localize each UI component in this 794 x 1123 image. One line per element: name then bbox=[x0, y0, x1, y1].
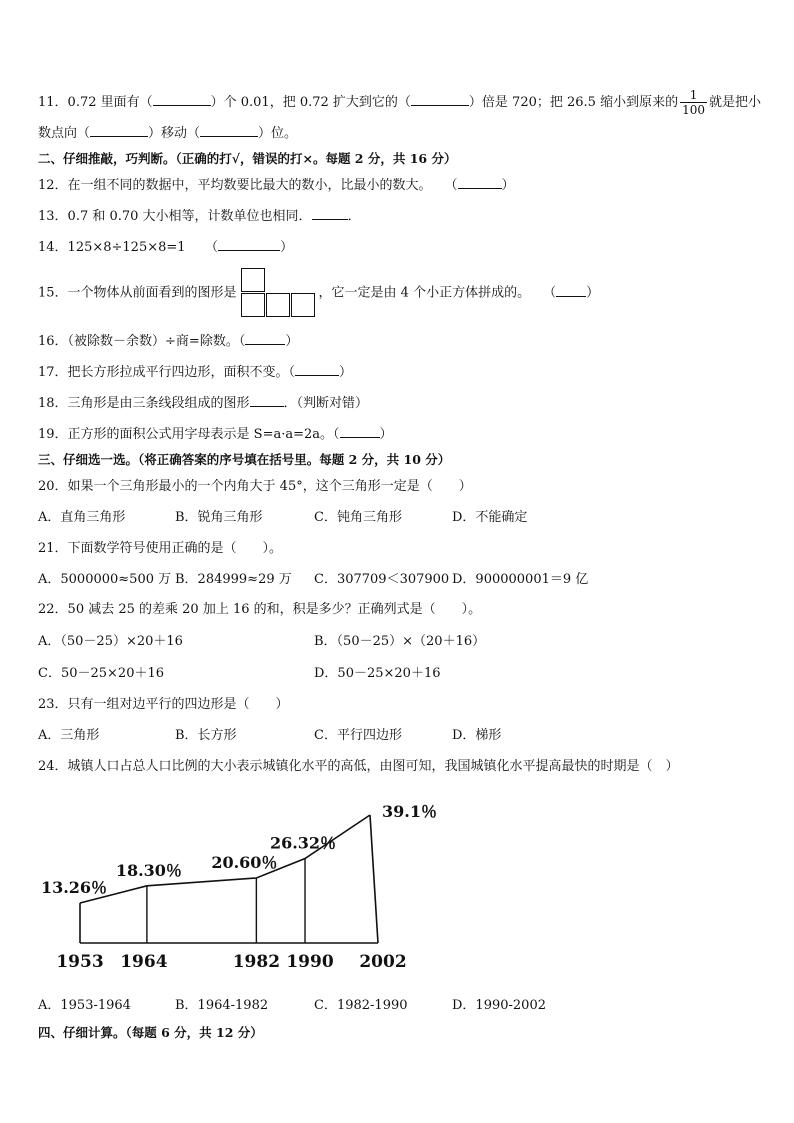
q16-text: 16．（被除数－余数）÷商=除数。（ bbox=[38, 334, 246, 349]
front-view-shape bbox=[239, 268, 317, 318]
fraction-denominator: 100 bbox=[682, 103, 705, 117]
x-tick-label-1990: 1990 bbox=[286, 952, 334, 972]
section-3-heading: 三、仔细选一选。（将正确答案的序号填在括号里。每题 2 分，共 10 分） bbox=[38, 452, 451, 467]
q19-text: 19．正方形的面积公式用字母表示是 S=a·a=2a。（ bbox=[38, 427, 340, 442]
answer-blank[interactable] bbox=[200, 124, 258, 137]
answer-blank[interactable] bbox=[312, 207, 348, 220]
q11-part2: ）个 0.01，把 0.72 扩大到它的（ bbox=[210, 95, 411, 110]
x-tick-label-2002: 2002 bbox=[359, 952, 407, 972]
answer-blank[interactable] bbox=[245, 332, 285, 345]
q15-end: ） bbox=[586, 285, 600, 301]
q11-line2b: ）移动（ bbox=[148, 126, 201, 141]
q21-option-a[interactable]: A．5000000≈500 万 bbox=[38, 572, 172, 587]
x-tick-label-1953: 1953 bbox=[56, 952, 104, 972]
section-4-heading: 四、仔细计算。（每题 6 分，共 12 分） bbox=[38, 1025, 263, 1040]
q23-option-d[interactable]: D．梯形 bbox=[452, 728, 502, 743]
x-tick-label-1982: 1982 bbox=[232, 952, 281, 972]
answer-blank[interactable] bbox=[411, 93, 469, 106]
right-edge bbox=[370, 815, 378, 943]
q21-option-b[interactable]: B．284999≈29 万 bbox=[175, 572, 292, 587]
q18-end: ．（判断对错） bbox=[283, 396, 369, 411]
q18-text: 18．三角形是由三条线段组成的图形 bbox=[38, 396, 250, 411]
q17-text: 17．把长方形拉成平行四边形，面积不变。（ bbox=[38, 365, 296, 380]
q20-option-c[interactable]: C．钝角三角形 bbox=[314, 510, 402, 525]
question-23: 23．只有一组对边平行的四边形是（ ） bbox=[38, 697, 289, 712]
data-label-2002: 39.1％ bbox=[382, 802, 437, 821]
q11-part4: 就是把小 bbox=[708, 95, 761, 110]
q22-option-c[interactable]: C．50－25×20＋16 bbox=[38, 666, 165, 681]
q24-option-a[interactable]: A．1953-1964 bbox=[38, 998, 131, 1013]
answer-blank[interactable] bbox=[218, 238, 280, 251]
q22-option-d[interactable]: D．50－25×20＋16 bbox=[314, 666, 441, 681]
q21-option-c[interactable]: C．307709＜307900 bbox=[314, 572, 450, 587]
answer-blank[interactable] bbox=[458, 176, 502, 189]
shape-square bbox=[241, 268, 265, 292]
question-16 bbox=[38, 332, 298, 351]
q16-end: ） bbox=[285, 334, 299, 349]
answer-blank[interactable] bbox=[250, 394, 284, 407]
answer-blank[interactable] bbox=[295, 363, 339, 376]
question-13 bbox=[38, 207, 361, 226]
q22-option-a[interactable]: A．（50－25）×20＋16 bbox=[38, 634, 183, 649]
q24-option-c[interactable]: C．1982-1990 bbox=[314, 998, 408, 1013]
q22-option-b[interactable]: B．（50－25）×（20＋16） bbox=[314, 634, 486, 649]
q15-text2: ，它一定是由 4 个小正方体拼成的。 （ bbox=[318, 285, 557, 301]
question-24: 24．城镇人口占总人口比例的大小表示城镇化水平的高低，由图可知，我国城镇化水平提高最快的时期是（ ） bbox=[38, 759, 679, 774]
question-21: 21．下面数学符号使用正确的是（ ）。 bbox=[38, 541, 283, 556]
answer-blank[interactable] bbox=[556, 284, 586, 297]
q11-part1: 11．0.72 里面有（ bbox=[38, 95, 153, 110]
question-20: 20．如果一个三角形最小的一个内角大于 45°，这个三角形一定是（ ） bbox=[38, 479, 472, 494]
q12-text: 12．在一组不同的数据中，平均数要比最大的数小，比最小的数大。 （ bbox=[38, 178, 458, 193]
q24-option-b[interactable]: B．1964-1982 bbox=[175, 998, 269, 1013]
question-15 bbox=[38, 268, 599, 319]
q11-line2c: ）位。 bbox=[258, 126, 298, 141]
q17-end: ） bbox=[339, 365, 353, 380]
q23-option-c[interactable]: C．平行四边形 bbox=[314, 728, 402, 743]
q11-part3: ）倍是 720；把 26.5 缩小到原来的 bbox=[468, 95, 679, 110]
data-label-1964: 18.30％ bbox=[115, 860, 182, 880]
question-11 bbox=[38, 88, 761, 117]
shape-square bbox=[291, 293, 315, 317]
q15-text: 15．一个物体从前面看到的图形是 bbox=[38, 285, 237, 301]
section-2-heading: 二、仔细推敲，巧判断。（正确的打√，错误的打×。每题 2 分，共 16 分） bbox=[38, 151, 457, 166]
q20-option-d[interactable]: D．不能确定 bbox=[452, 510, 528, 525]
fraction-numerator: 1 bbox=[680, 88, 707, 103]
question-12 bbox=[38, 176, 515, 195]
q23-option-b[interactable]: B．长方形 bbox=[175, 728, 237, 743]
q14-end: ） bbox=[280, 240, 294, 255]
question-18 bbox=[38, 394, 368, 413]
question-22: 22．50 减去 25 的差乘 20 加上 16 的和，积是多少？正确列式是（ ）。 bbox=[38, 602, 482, 617]
answer-blank[interactable] bbox=[153, 93, 211, 106]
q13-text: 13．0.7 和 0.70 大小相等，计数单位也相同． bbox=[38, 209, 312, 224]
data-label-1982: 20.60％ bbox=[211, 853, 278, 873]
q12-end: ） bbox=[501, 178, 515, 193]
q11-line2a: 数点向（ bbox=[38, 126, 91, 141]
q21-option-d[interactable]: D．900000001＝9 亿 bbox=[452, 572, 589, 587]
q14-text: 14．125×8÷125×8=1 （ bbox=[38, 240, 219, 255]
x-tick-label-1964: 1964 bbox=[120, 952, 168, 972]
fraction bbox=[680, 88, 707, 117]
answer-blank[interactable] bbox=[90, 124, 148, 137]
q20-option-a[interactable]: A．直角三角形 bbox=[38, 510, 126, 525]
answer-blank[interactable] bbox=[340, 425, 380, 438]
data-label-1990: 26.32％ bbox=[269, 833, 337, 853]
shape-square bbox=[241, 293, 265, 317]
q13-end: ． bbox=[347, 209, 361, 224]
urbanization-chart bbox=[0, 790, 794, 990]
q23-option-a[interactable]: A．三角形 bbox=[38, 728, 100, 743]
q24-option-d[interactable]: D．1990-2002 bbox=[452, 998, 546, 1013]
question-17 bbox=[38, 363, 352, 382]
question-14 bbox=[38, 238, 293, 257]
q20-option-b[interactable]: B．锐角三角形 bbox=[175, 510, 263, 525]
q19-end: ） bbox=[379, 427, 393, 442]
data-label-1953: 13.26％ bbox=[40, 878, 108, 897]
question-19 bbox=[38, 425, 393, 444]
question-11-cont bbox=[38, 124, 297, 143]
shape-square bbox=[266, 293, 290, 317]
